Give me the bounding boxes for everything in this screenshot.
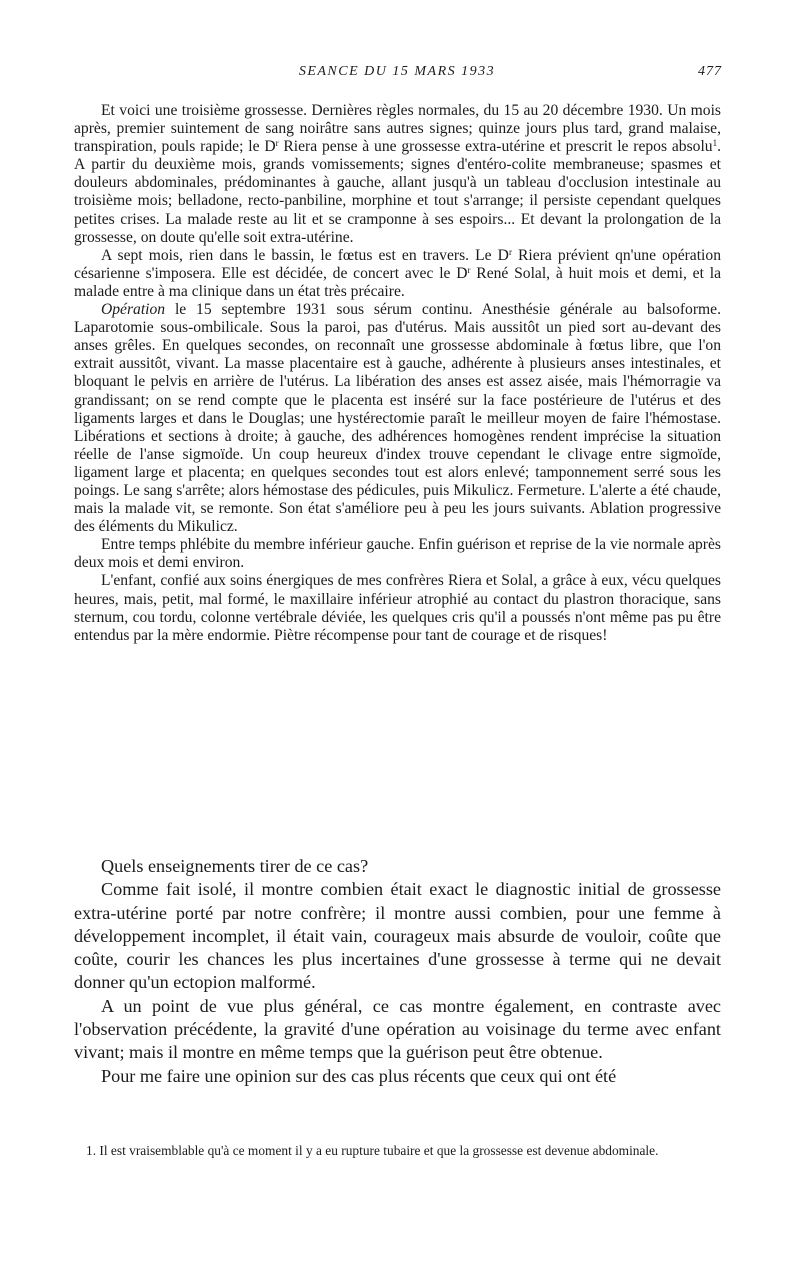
paragraph: A un point de vue plus général, ce cas montre également, en contraste avec l'observation précédente, la gravité d'une opération au voisinage du terme avec enfant vivant; mais il montre en même temps que la guérison peut être obtenue. bbox=[74, 995, 721, 1063]
paragraph: L'enfant, confié aux soins énergiques de mes confrères Riera et Solal, a grâce à eux, vécu quelques heures, mais, petit, mal formé, le maxillaire inférieur atrophié au contact du plastron thoracique, sans sternum, cou tordu, colonne vertébrale déviée, les quelques cris qu'il a poussés n'ont même pas pu être entendus par la mère endormie. Piètre récompense pour tant de courage et de risques! bbox=[74, 572, 721, 644]
page-number: 477 bbox=[698, 64, 722, 79]
running-title: SEANCE DU 15 MARS 1933 bbox=[298, 64, 496, 79]
paragraph: Opération le 15 septembre 1931 sous sérum continu. Anesthésie générale au balsoforme. Laparotomie sous-ombilicale. Sous la paroi, pas d'utérus. Mais aussitôt un pied sort au-devant des anses grêles. En quelques secondes, on reconnaît une grossesse abdominale à fœtus libre, que l'on extrait aussitôt, vivant. La masse placentaire est à gauche, adhérente à plusieurs anses intestinales, et bloquant le pelvis en arrière de l'utérus. La libération des anses est assez aisée, mais l'hémorragie va grandissant; on se rend compte que le placenta est inséré sur la face postérieure de l'utérus et des ligaments larges et dans le Douglas; une hystérectomie paraît le meilleur moyen de faire l'hémostase. Libérations et sections à droite; à gauche, des adhérences homogènes rendent imprécise la situation réelle de l'anse sigmoïde. Un coup heureux d'index trouve cependant le clivage entre sigmoïde, ligament large et placenta; en quelques secondes tout est alors enlevé; tamponnement serré sous les poings. Le sang s'arrête; alors hémostase des pédicules, puis Mikulicz. Fermeture. L'alerte a été chaude, mais la malade vit, se remonte. Son état s'améliore peu à peu les jours suivants. Ablation progressive des éléments du Mikulicz. bbox=[74, 301, 721, 536]
case-report-text bbox=[74, 102, 721, 645]
paragraph: Entre temps phlébite du membre inférieur gauche. Enfin guérison et reprise de la vie normale après deux mois et demi environ. bbox=[74, 536, 721, 572]
paragraph: Quels enseignements tirer de ce cas? bbox=[101, 856, 369, 876]
footnote-text: 1. Il est vraisemblable qu'à ce moment il y a eu rupture tubaire et que la grossesse est devenue abdominale. bbox=[86, 1143, 659, 1158]
paragraph: Comme fait isolé, il montre combien était exact le diagnostic initial de grossesse extra-utérine porté par notre confrère; il montre aussi combien, pour une femme à développement incomplet, il était vain, courageux mais absurde de vouloir, coûte que coûte, courir les chances les plus incertaines d'une grossesse à terme qui ne devait donner qu'un ectopion malformé. bbox=[74, 879, 721, 993]
footnote bbox=[74, 1142, 721, 1159]
discussion-text bbox=[74, 855, 721, 1088]
paragraph: Et voici une troisième grossesse. Dernières règles normales, du 15 au 20 décembre 1930. Un mois après, premier suintement de sang noirâtre sans autres signes; quinze jours plus tard, grand malaise, transpiration, pouls rapide; le $D^r$ Riera pense à une grossesse extra-utérine et prescrit le repos absolu$^1$. A partir du deuxième mois, grands vomissements; signes d'entéro-colite membraneuse; spasmes et douleurs abdominales, prédominantes à gauche, allant jusqu'à un tableau d'occlusion intestinale au troisième mois; belladone, recto-panbiline, morphine et tout s'arrange; il persiste cependant quelques petites crises. La malade reste au lit et se cramponne à ses espoirs... Et devant la prolongation de la grossesse, on doute qu'elle soit extra-utérine. bbox=[74, 102, 721, 246]
paragraph: Pour me faire une opinion sur des cas plus récents que ceux qui ont été bbox=[101, 1065, 617, 1086]
italic-lead: Opération bbox=[101, 301, 166, 319]
paragraph: A sept mois, rien dans le bassin, le fœtus est en travers. Le $D^r$ Riera prévient qn'une opération césarienne s'imposera. Elle est décidée, de concert avec le $D^r$ René Solal, à huit mois et demi, et la malade entre à ma clinique dans un état très précaire. bbox=[74, 246, 721, 300]
footnote-marker: 1 bbox=[712, 138, 718, 149]
running-header bbox=[72, 64, 722, 84]
